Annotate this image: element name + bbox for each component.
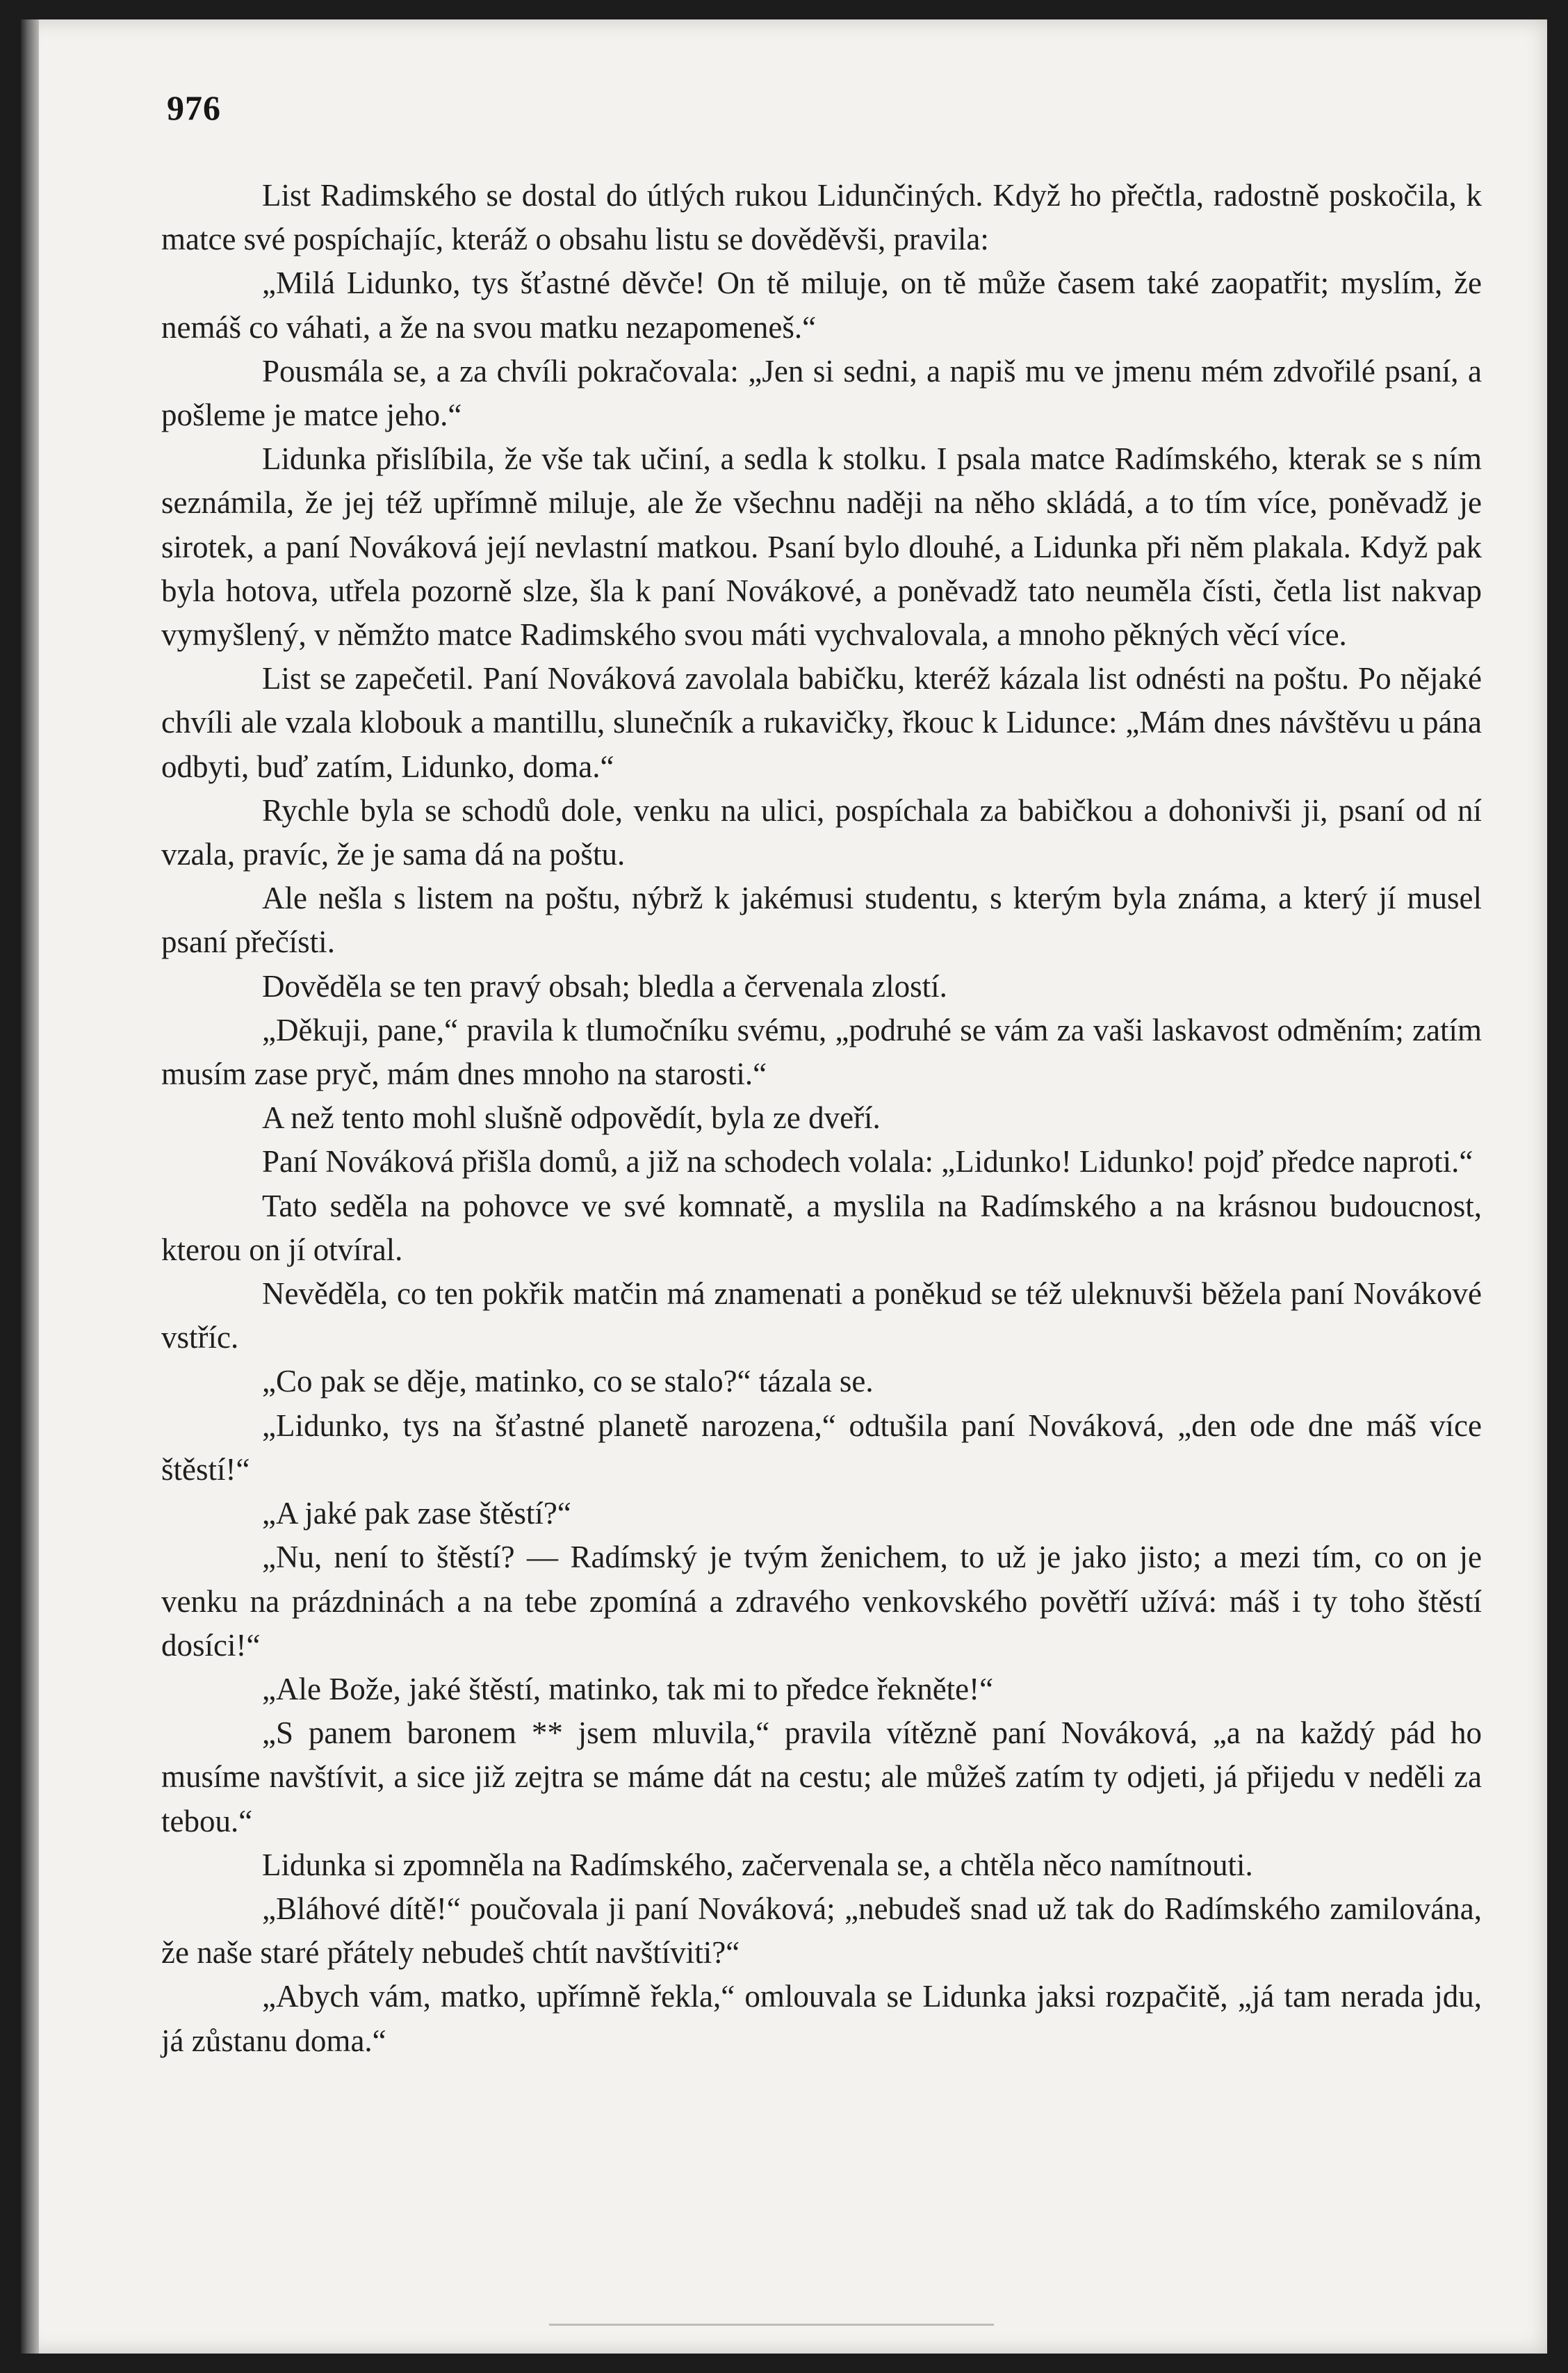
- paragraph: „Bláhové dítě!“ poučovala ji paní Nováková; „nebudeš snad už tak do Radímského zamilována, že naše staré přátely nebudeš chtít navštíviti?“: [161, 1891, 1482, 1971]
- paragraph: A než tento mohl slušně odpovědít, byla ze dveří.: [262, 1100, 881, 1136]
- paragraph: Pousmála se, a za chvíli pokračovala: „Jen si sedni, a napiš mu ve jmenu mém zdvořilé psaní, a pošleme je matce jeho.“: [161, 353, 1482, 433]
- paragraph: Nevěděla, co ten pokřik matčin má znamenati a poněkud se též uleknuvši běžela paní Novákové vstříc.: [161, 1276, 1482, 1355]
- book-page: [21, 19, 1547, 2354]
- page-number: 976: [167, 88, 221, 127]
- paragraph: List Radimského se dostal do útlých rukou Lidunčiných. Když ho přečtla, radostně poskočila, k matce své pospíchajíc, kteráž o obsahu listu se dověděvši, pravila:: [161, 178, 1482, 257]
- paragraph: Dověděla se ten pravý obsah; bledla a červenala zlostí.: [262, 968, 947, 1004]
- page-bottom-rule: [549, 2324, 994, 2326]
- paragraph: Ale nešla s listem na poštu, nýbrž k jakémusi studentu, s kterým byla známa, a který jí musel psaní přečísti.: [161, 881, 1482, 960]
- paragraph: „Abych vám, matko, upřímně řekla,“ omlouvala se Lidunka jaksi rozpačitě, „já tam nerada jdu, já zůstanu doma.“: [161, 1979, 1482, 2058]
- paragraph: Lidunka přislíbila, že vše tak učiní, a sedla k stolku. I psala matce Radímského, kterak se s ním seznámila, že jej též upřímně miluje, ale že všechnu naději na něho skládá, a to tím více, poněvadž je sirotek, a paní Nováková její nevlastní matkou. Psaní bylo dlouhé, a Lidunka při něm plakala. Když pak byla hotova, utřela pozorně slze, šla k paní Novákové, a poněvadž tato neuměla čísti, četla list nakvap vymyšlený, v němžto matce Radimského svou máti vychvalovala, a mnoho pěkných věcí více.: [161, 441, 1482, 653]
- paragraph: „A jaké pak zase štěstí?“: [262, 1496, 571, 1531]
- body-text: [161, 174, 1482, 2063]
- binding-edge: [21, 19, 39, 2354]
- paragraph: Tato seděla na pohovce ve své komnatě, a myslila na Radímského a na krásnou budoucnost, kterou on jí otvíral.: [161, 1188, 1482, 1267]
- paragraph: „Děkuji, pane,“ pravila k tlumočníku svému, „podruhé se vám za vaši laskavost odměním; zatím musím zase pryč, mám dnes mnoho na starosti.“: [161, 1012, 1482, 1092]
- paragraph: „Milá Lidunko, tys šťastné děvče! On tě miluje, on tě může časem také zaopatřit; myslím, že nemáš co váhati, a že na svou matku nezapomeneš.“: [161, 266, 1482, 345]
- paragraph: „Ale Bože, jaké štěstí, matinko, tak mi to předce řekněte!“: [262, 1671, 994, 1706]
- paragraph: „Lidunko, tys na šťastné planetě narozena,“ odtušila paní Nováková, „den ode dne máš více štěstí!“: [161, 1408, 1482, 1487]
- paragraph: Rychle byla se schodů dole, venku na ulici, pospíchala za babičkou a dohonivši ji, psaní od ní vzala, pravíc, že je sama dá na poštu.: [161, 792, 1482, 872]
- paragraph: List se zapečetil. Paní Nováková zavolala babičku, kteréž kázala list odnésti na poštu. Po nějaké chvíli ale vzala klobouk a mantillu, slunečník a rukavičky, řkouc k Lidunce: „Mám dnes návštěvu u pána odbyti, buď zatím, Lidunko, doma.“: [161, 661, 1482, 784]
- paragraph: „S panem baronem ** jsem mluvila,“ pravila vítězně paní Nováková, „a na každý pád ho musíme navštívit, a sice již zejtra se máme dát na cestu; ale můžeš zatím ty odjeti, já přijedu v neděli za tebou.“: [161, 1715, 1482, 1838]
- paragraph: „Co pak se děje, matinko, co se stalo?“ tázala se.: [262, 1364, 874, 1399]
- paragraph: Paní Nováková přišla domů, a již na schodech volala: „Lidunko! Lidunko! pojď předce naproti.“: [262, 1144, 1473, 1180]
- paragraph: „Nu, není to štěstí? — Radímský je tvým ženichem, to už je jako jisto; a mezi tím, co on je venku na prázdninách a na tebe zpomíná a zdravého venkovského povětří užívá: máš i ty toho štěstí dosíci!“: [161, 1540, 1482, 1663]
- paragraph: Lidunka si zpomněla na Radímského, začervenala se, a chtěla něco namítnouti.: [262, 1847, 1253, 1882]
